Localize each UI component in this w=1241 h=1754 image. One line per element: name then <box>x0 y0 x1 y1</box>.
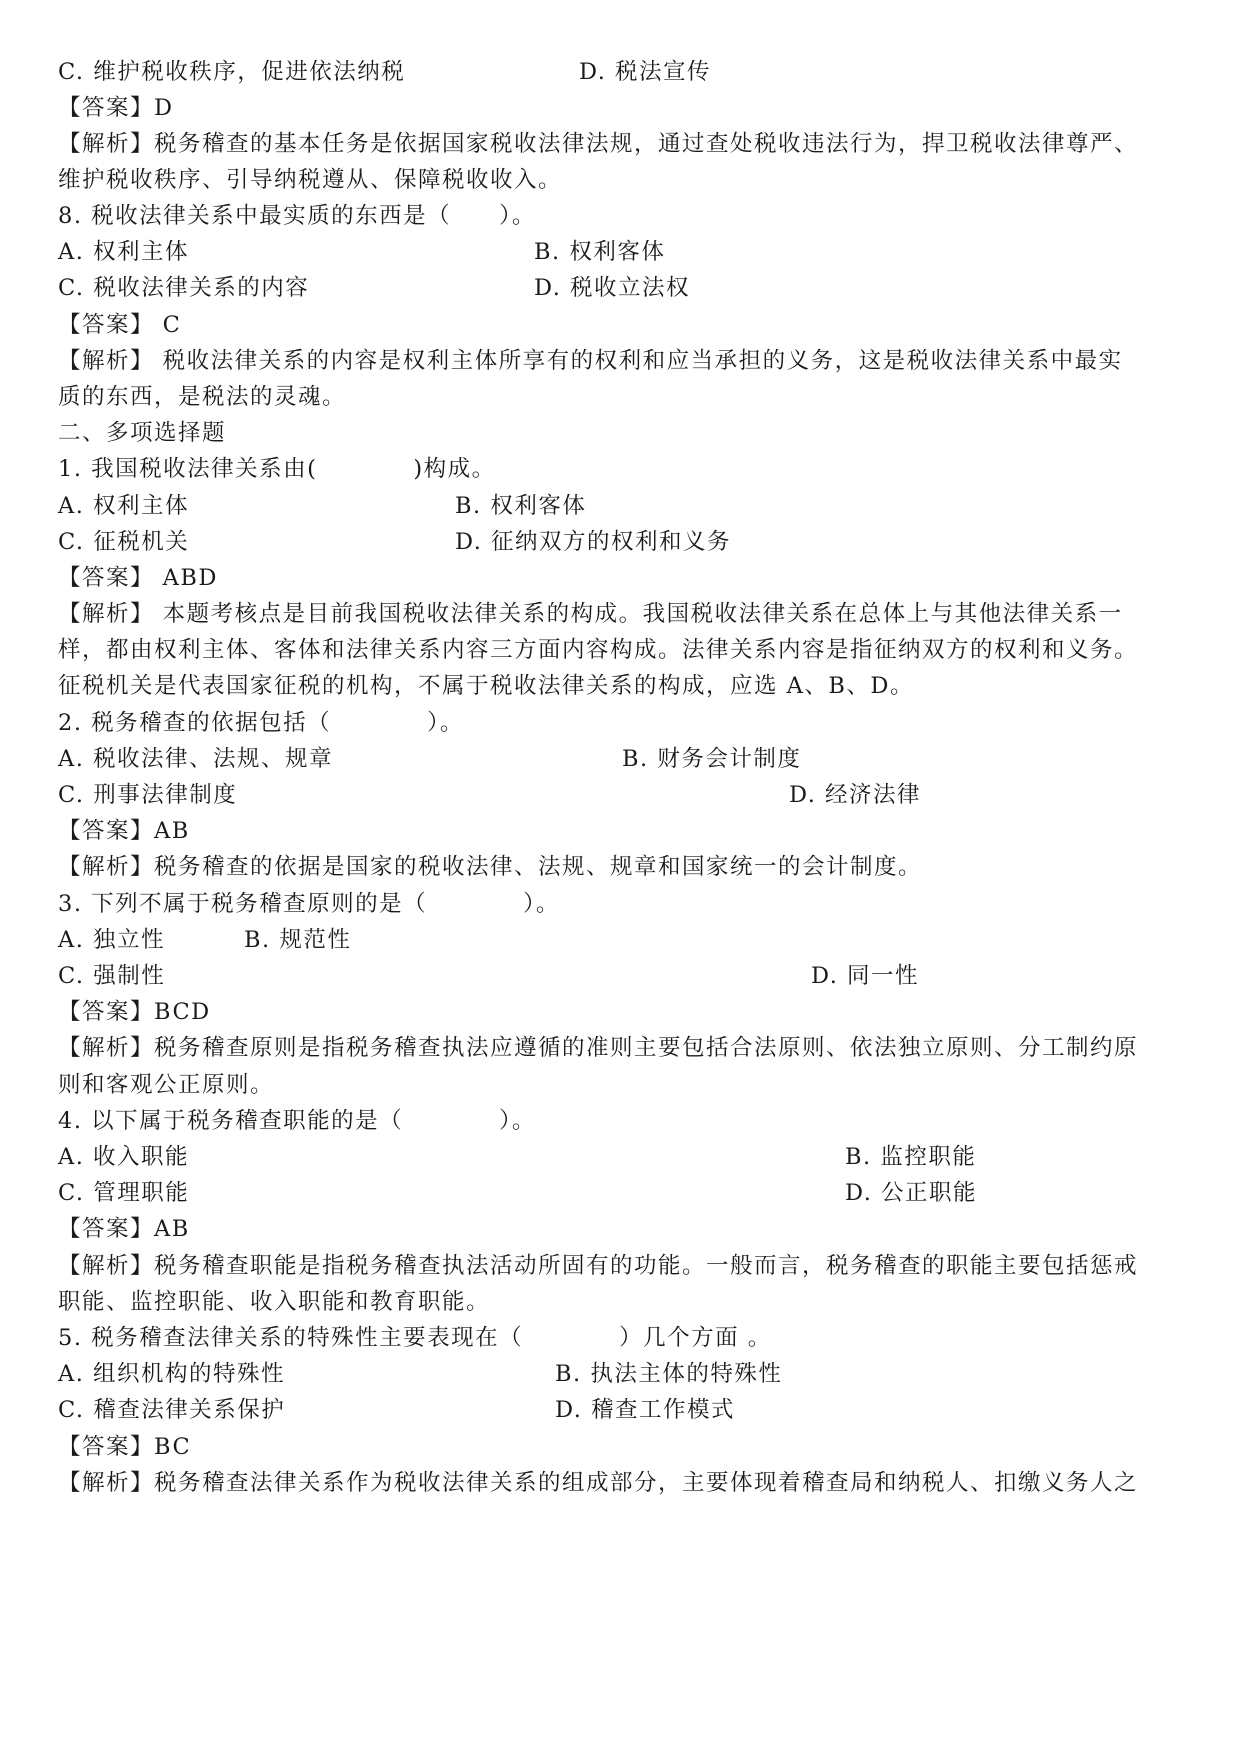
option-d: D. 稽查工作模式 <box>555 1397 736 1423</box>
option-d: D. 公正职能 <box>845 1180 978 1206</box>
question-line: 5. 税务稽查法律关系的特殊性主要表现在（ ）几个方面 。 <box>58 1325 772 1351</box>
option-line <box>58 780 1188 810</box>
answer-line: 【答案】AB <box>58 1216 190 1242</box>
explanation-line: 【解析】税务稽查的依据是国家的税收法律、法规、规章和国家统一的会计制度。 <box>58 854 923 880</box>
option-d: D. 同一性 <box>811 963 920 989</box>
option-b: B. 规范性 <box>244 927 352 953</box>
option-b: B. 执法主体的特殊性 <box>555 1361 783 1387</box>
option-d: D. 经济法律 <box>789 782 922 808</box>
option-b: B. 权利客体 <box>534 239 666 265</box>
option-c: C. 强制性 <box>58 963 166 989</box>
explanation-line: 【解析】税务稽查的基本任务是依据国家税收法律法规，通过查处税收违法行为，捍卫税收法律尊严、 <box>58 131 1139 157</box>
explanation-line: 维护税收秩序、引导纳税遵从、保障税收收入。 <box>58 167 563 193</box>
option-line <box>58 961 1188 991</box>
option-line <box>58 527 1188 557</box>
explanation-line: 则和客观公正原则。 <box>58 1072 275 1098</box>
answer-line: 【答案】AB <box>58 818 190 844</box>
option-line <box>58 1142 1188 1172</box>
option-a: A. 权利主体 <box>58 239 190 265</box>
answer-line: 【答案】BC <box>58 1434 192 1460</box>
explanation-line: 【解析】税务稽查职能是指税务稽查执法活动所固有的功能。一般而言，税务稽查的职能主要包括惩戒 <box>58 1253 1139 1279</box>
option-b: B. 财务会计制度 <box>622 746 802 772</box>
option-line <box>58 273 1188 303</box>
option-a: A. 税收法律、法规、规章 <box>58 746 334 772</box>
option-line <box>58 1395 1188 1425</box>
option-c: C. 管理职能 <box>58 1180 190 1206</box>
explanation-line: 职能、监控职能、收入职能和教育职能。 <box>58 1289 491 1315</box>
explanation-line: 样，都由权利主体、客体和法律关系内容三方面内容构成。法律关系内容是指征纳双方的权利和义务。 <box>58 637 1139 663</box>
section-heading: 二、多项选择题 <box>58 420 227 446</box>
option-line <box>58 491 1188 521</box>
explanation-line: 【解析】税务稽查法律关系作为税收法律关系的组成部分，主要体现着稽查局和纳税人、扣缴义务人之 <box>58 1470 1139 1496</box>
answer-line: 【答案】D <box>58 95 174 121</box>
option-d: D. 税法宣传 <box>579 59 712 85</box>
option-b: B. 监控职能 <box>845 1144 977 1170</box>
explanation-line: 质的东西，是税法的灵魂。 <box>58 384 347 410</box>
option-line <box>58 237 1188 267</box>
option-a: A. 组织机构的特殊性 <box>58 1361 286 1387</box>
option-a: A. 收入职能 <box>58 1144 190 1170</box>
explanation-line: 【解析】税务稽查原则是指税务稽查执法应遵循的准则主要包括合法原则、依法独立原则、分工制约原 <box>58 1035 1139 1061</box>
question-line: 1. 我国税收法律关系由( )构成。 <box>58 456 496 482</box>
answer-line: 【答案】 ABD <box>58 565 218 591</box>
option-c: C. 稽查法律关系保护 <box>58 1397 286 1423</box>
option-c: C. 维护税收秩序，促进依法纳税 <box>58 59 406 85</box>
question-line: 8. 税收法律关系中最实质的东西是（ ）。 <box>58 203 536 229</box>
option-line <box>58 1178 1188 1208</box>
explanation-line: 征税机关是代表国家征税的机构，不属于税收法律关系的构成，应选 A、B、D。 <box>58 673 914 699</box>
answer-line: 【答案】BCD <box>58 999 211 1025</box>
option-a: A. 独立性 <box>58 927 166 953</box>
option-b: B. 权利客体 <box>455 493 587 519</box>
explanation-line: 【解析】 本题考核点是目前我国税收法律关系的构成。我国税收法律关系在总体上与其他法律关系一 <box>58 601 1123 627</box>
option-c: C. 征税机关 <box>58 529 190 555</box>
option-a: A. 权利主体 <box>58 493 190 519</box>
option-line <box>58 744 1188 774</box>
answer-line: 【答案】 C <box>58 312 182 338</box>
question-line: 4. 以下属于税务稽查职能的是（ ）。 <box>58 1108 536 1134</box>
option-d: D. 征纳双方的权利和义务 <box>455 529 732 555</box>
explanation-line: 【解析】 税收法律关系的内容是权利主体所享有的权利和应当承担的义务，这是税收法律关系中最实 <box>58 348 1123 374</box>
option-d: D. 税收立法权 <box>534 275 691 301</box>
option-line <box>58 925 1188 955</box>
option-line <box>58 57 1188 87</box>
option-line <box>58 1359 1188 1389</box>
option-c: C. 税收法律关系的内容 <box>58 275 310 301</box>
option-c: C. 刑事法律制度 <box>58 782 238 808</box>
question-line: 2. 税务稽查的依据包括（ ）。 <box>58 710 464 736</box>
question-line: 3. 下列不属于税务稽查原则的是（ ）。 <box>58 891 560 917</box>
